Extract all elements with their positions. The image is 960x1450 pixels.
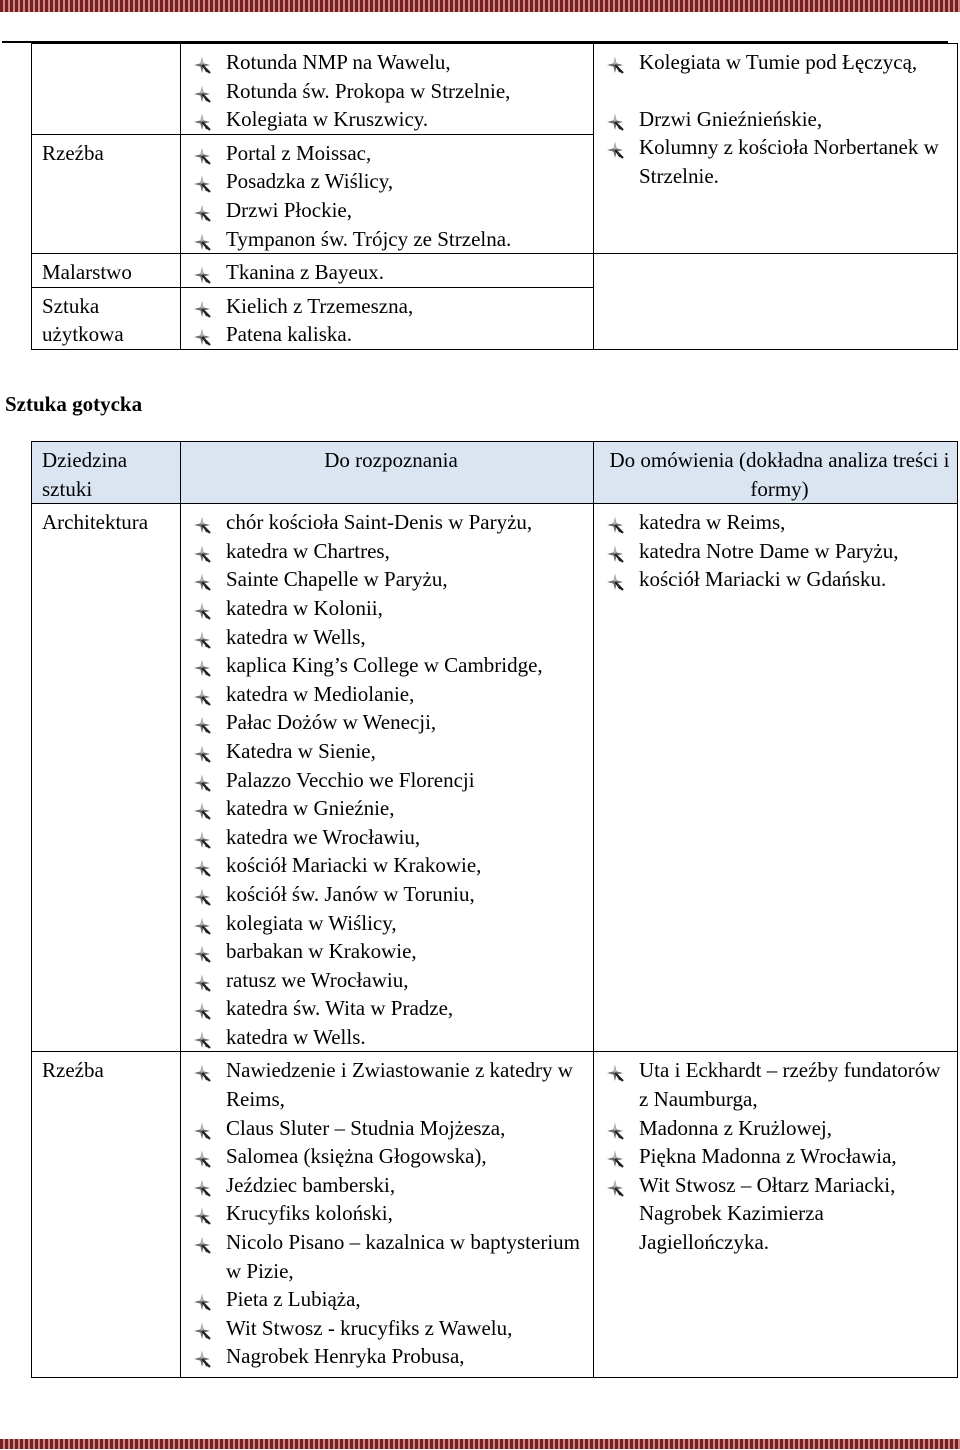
discuss-cell [594, 1052, 958, 1378]
list-item [193, 623, 589, 652]
identify-cell [181, 1052, 594, 1378]
list-item-text: Rotunda NMP na Wawelu, [226, 50, 451, 74]
bullet-list [606, 508, 953, 594]
bullet-arrow-icon [193, 297, 211, 315]
discuss-cell [594, 44, 958, 254]
list-item-text: katedra w Kolonii, [226, 595, 383, 620]
list-item-text: Jeździec bamberski, [226, 1172, 396, 1197]
list-item-text: katedra w Chartres, [226, 538, 390, 563]
list-item-text: Claus Sluter – Studnia Mojżesza, [226, 1115, 506, 1140]
list-item [193, 508, 589, 537]
list-item-text: Pałac Dożów w Wenecji, [226, 710, 437, 735]
bullet-arrow-icon [193, 628, 211, 646]
list-item-text: Sainte Chapelle w Paryżu, [226, 567, 448, 592]
bullet-arrow-icon [193, 971, 211, 989]
list-item-text: katedra we Wrocławiu, [226, 824, 421, 849]
bullet-arrow-icon [193, 828, 211, 846]
list-item-text: kościół Mariacki w Krakowie, [226, 853, 482, 878]
list-item [193, 766, 589, 795]
bullet-list [193, 48, 589, 134]
list-item-text: Nicolo Pisano – kazalnica w baptysterium w Pizie, [226, 1230, 580, 1283]
list-item [193, 1342, 589, 1371]
bullet-arrow-icon [193, 325, 211, 343]
bullet-arrow-icon [606, 1061, 624, 1079]
bullet-arrow-icon [606, 570, 624, 588]
list-item [606, 508, 953, 537]
list-item-text: Nagrobek Henryka Probusa, [226, 1344, 465, 1369]
bullet-list [606, 105, 953, 191]
list-item [193, 48, 589, 77]
list-item [193, 680, 589, 709]
list-item [606, 1056, 953, 1113]
discuss-cell [594, 254, 958, 350]
list-item [193, 851, 589, 880]
bullet-arrow-icon [193, 1290, 211, 1308]
bullet-list [606, 1056, 953, 1256]
list-item-text: katedra w Mediolanie, [226, 681, 415, 706]
list-item [193, 1056, 589, 1113]
list-item-text: kolegiata w Wiślicy, [226, 910, 397, 935]
list-item [606, 565, 953, 594]
identify-cell [181, 44, 594, 135]
list-item [193, 994, 589, 1023]
list-item [606, 1114, 953, 1143]
list-item [193, 1171, 589, 1200]
list-item-text: Madonna z Krużlowej, [639, 1115, 833, 1140]
list-item-text: Kolegiata w Tumie pod Łęczycą, [639, 50, 918, 74]
bullet-list [193, 258, 589, 287]
bullet-list [193, 139, 589, 253]
list-item-text: Drzwi Płockie, [226, 197, 352, 222]
bullet-arrow-icon [193, 599, 211, 617]
list-item [193, 1199, 589, 1228]
list-item [193, 1142, 589, 1171]
bullet-arrow-icon [193, 570, 211, 588]
list-item [193, 105, 589, 134]
list-item [193, 708, 589, 737]
list-item [193, 1114, 589, 1143]
table-header-row [32, 442, 958, 504]
list-item-text: Pieta z Lubiąża, [226, 1287, 361, 1312]
list-item [193, 1314, 589, 1343]
list-item-text: Nawiedzenie i Zwiastowanie z katedry w Reims, [226, 1058, 573, 1112]
bullet-arrow-icon [193, 1347, 211, 1365]
list-item [193, 737, 589, 766]
bullet-arrow-icon [193, 542, 211, 560]
gothic-art-table [31, 441, 958, 1378]
list-item [193, 966, 589, 995]
list-item [193, 196, 589, 225]
category-cell: Architektura [32, 504, 181, 1052]
bullet-arrow-icon [193, 110, 211, 128]
header-identify: Do rozpoznania [181, 442, 594, 504]
list-item-text: katedra w Wells. [226, 1024, 366, 1049]
bullet-arrow-icon [193, 656, 211, 674]
list-item-text: Tympanon św. Trójcy ze Strzelna. [226, 226, 512, 251]
list-item [193, 225, 589, 254]
list-item-text: Posadzka z Wiślicy, [226, 169, 394, 194]
bullet-arrow-icon [606, 1147, 624, 1165]
bullet-arrow-icon [193, 1147, 211, 1165]
bullet-arrow-icon [193, 799, 211, 817]
list-item [193, 1285, 589, 1314]
list-item-text: kościół św. Janów w Toruniu, [226, 881, 475, 906]
category-cell: Sztuka użytkowa [32, 287, 181, 349]
list-item-text: katedra w Reims, [639, 510, 786, 535]
list-item [193, 794, 589, 823]
list-item-text: ratusz we Wrocławiu, [226, 967, 409, 992]
list-item [193, 258, 589, 287]
category-cell [32, 44, 181, 135]
list-item [193, 937, 589, 966]
bullet-arrow-icon [193, 230, 211, 248]
bullet-arrow-icon [193, 1028, 211, 1046]
category-cell: Malarstwo [32, 254, 181, 288]
bullet-arrow-icon [193, 144, 211, 162]
list-item [193, 77, 589, 106]
bullet-arrow-icon [606, 110, 624, 128]
list-item [193, 292, 589, 321]
bullet-arrow-icon [606, 542, 624, 560]
table-row [32, 1052, 958, 1378]
identify-cell [181, 287, 594, 349]
list-item-text: Tkanina z Bayeux. [226, 260, 385, 285]
bullet-arrow-icon [193, 856, 211, 874]
table-row [32, 504, 958, 1052]
list-item-text: katedra w Wells, [226, 624, 366, 649]
bullet-arrow-icon [193, 1233, 211, 1251]
list-item-text: kaplica King’s College w Cambridge, [226, 653, 543, 678]
list-item [606, 1171, 953, 1257]
top-decorative-band [0, 0, 960, 12]
list-item-text: Krucyfiks koloński, [226, 1201, 393, 1226]
bullet-arrow-icon [193, 999, 211, 1017]
bullet-arrow-icon [193, 201, 211, 219]
list-item-text: Kolumny z kościoła Norbertanek w Strzelnie. [639, 135, 939, 188]
identify-cell [181, 504, 594, 1052]
bullet-arrow-icon [193, 1204, 211, 1222]
bullet-arrow-icon [193, 771, 211, 789]
list-item-text: Wit Stwosz - krucyfiks z Wawelu, [226, 1315, 513, 1340]
list-item [193, 594, 589, 623]
header-category: Dziedzina sztuki [32, 442, 181, 504]
list-item [193, 909, 589, 938]
bullet-arrow-icon [193, 513, 211, 531]
list-item [193, 320, 589, 349]
bullet-arrow-icon [193, 685, 211, 703]
identify-cell [181, 134, 594, 253]
table-row [32, 254, 958, 288]
list-item-text: Kolegiata w Kruszwicy. [226, 107, 429, 132]
table-row [32, 44, 958, 135]
list-item-text: Uta i Eckhardt – rzeźby fundatorów z Naumburga, [639, 1058, 941, 1112]
bullet-arrow-icon [193, 1176, 211, 1194]
list-item-text: Portal z Moissac, [226, 140, 372, 165]
bullet-arrow-icon [606, 138, 624, 156]
bullet-arrow-icon [606, 1176, 624, 1194]
romanesque-art-table [31, 43, 958, 350]
list-item [193, 139, 589, 168]
list-item-text: kościół Mariacki w Gdańsku. [639, 567, 887, 592]
bullet-list [193, 508, 589, 1051]
bullet-arrow-icon [606, 53, 624, 71]
list-item [193, 823, 589, 852]
list-item-text: Rotunda św. Prokopa w Strzelnie, [226, 78, 511, 103]
list-item-text: barbakan w Krakowie, [226, 939, 417, 964]
list-item-text: katedra Notre Dame w Paryżu, [639, 538, 899, 563]
bullet-arrow-icon [193, 1319, 211, 1337]
bottom-decorative-band [0, 1439, 960, 1449]
list-item [193, 880, 589, 909]
discuss-cell [594, 504, 958, 1052]
bullet-list [193, 1056, 589, 1371]
bullet-arrow-icon [193, 82, 211, 100]
bullet-arrow-icon [193, 914, 211, 932]
category-cell: Rzeźba [32, 134, 181, 253]
list-item [606, 133, 953, 190]
bullet-arrow-icon [606, 1119, 624, 1137]
list-item [606, 537, 953, 566]
list-item [193, 1228, 589, 1285]
bullet-list [606, 48, 953, 77]
bullet-arrow-icon [193, 713, 211, 731]
list-item-text: Palazzo Vecchio we Florencji [226, 767, 475, 792]
bullet-list [193, 292, 589, 349]
list-item-text: Salomea (księżna Głogowska), [226, 1144, 487, 1169]
bullet-arrow-icon [193, 263, 211, 281]
list-item-text: katedra św. Wita w Pradze, [226, 996, 454, 1021]
bullet-arrow-icon [606, 513, 624, 531]
list-item-text: Wit Stwosz – Ołtarz Mariacki, Nagrobek Kazimierza Jagiellończyka. [639, 1172, 896, 1255]
list-item [193, 651, 589, 680]
bullet-arrow-icon [193, 885, 211, 903]
bullet-arrow-icon [193, 172, 211, 190]
list-item-text: Kielich z Trzemeszna, [226, 293, 414, 318]
bullet-arrow-icon [193, 53, 211, 71]
bullet-arrow-icon [193, 1061, 211, 1079]
list-item-text: Piękna Madonna z Wrocławia, [639, 1144, 897, 1169]
list-item-text: Drzwi Gnieźnieńskie, [639, 106, 823, 131]
list-item-text: Patena kaliska. [226, 322, 352, 347]
bullet-arrow-icon [193, 1119, 211, 1137]
bullet-arrow-icon [193, 742, 211, 760]
list-item [193, 167, 589, 196]
section-title: Sztuka gotycka [5, 392, 143, 416]
list-item [193, 565, 589, 594]
list-item [193, 1023, 589, 1052]
list-item [606, 1142, 953, 1171]
bullet-arrow-icon [193, 942, 211, 960]
list-item [606, 105, 953, 134]
header-discuss: Do omówienia (dokładna analiza treści i formy) [594, 442, 958, 504]
list-item [606, 48, 953, 77]
list-item-text: Katedra w Sienie, [226, 738, 376, 763]
list-item [193, 537, 589, 566]
category-cell: Rzeźba [32, 1052, 181, 1378]
identify-cell [181, 254, 594, 288]
list-item-text: katedra w Gnieźnie, [226, 796, 395, 821]
list-item-text: chór kościoła Saint-Denis w Paryżu, [226, 510, 533, 535]
